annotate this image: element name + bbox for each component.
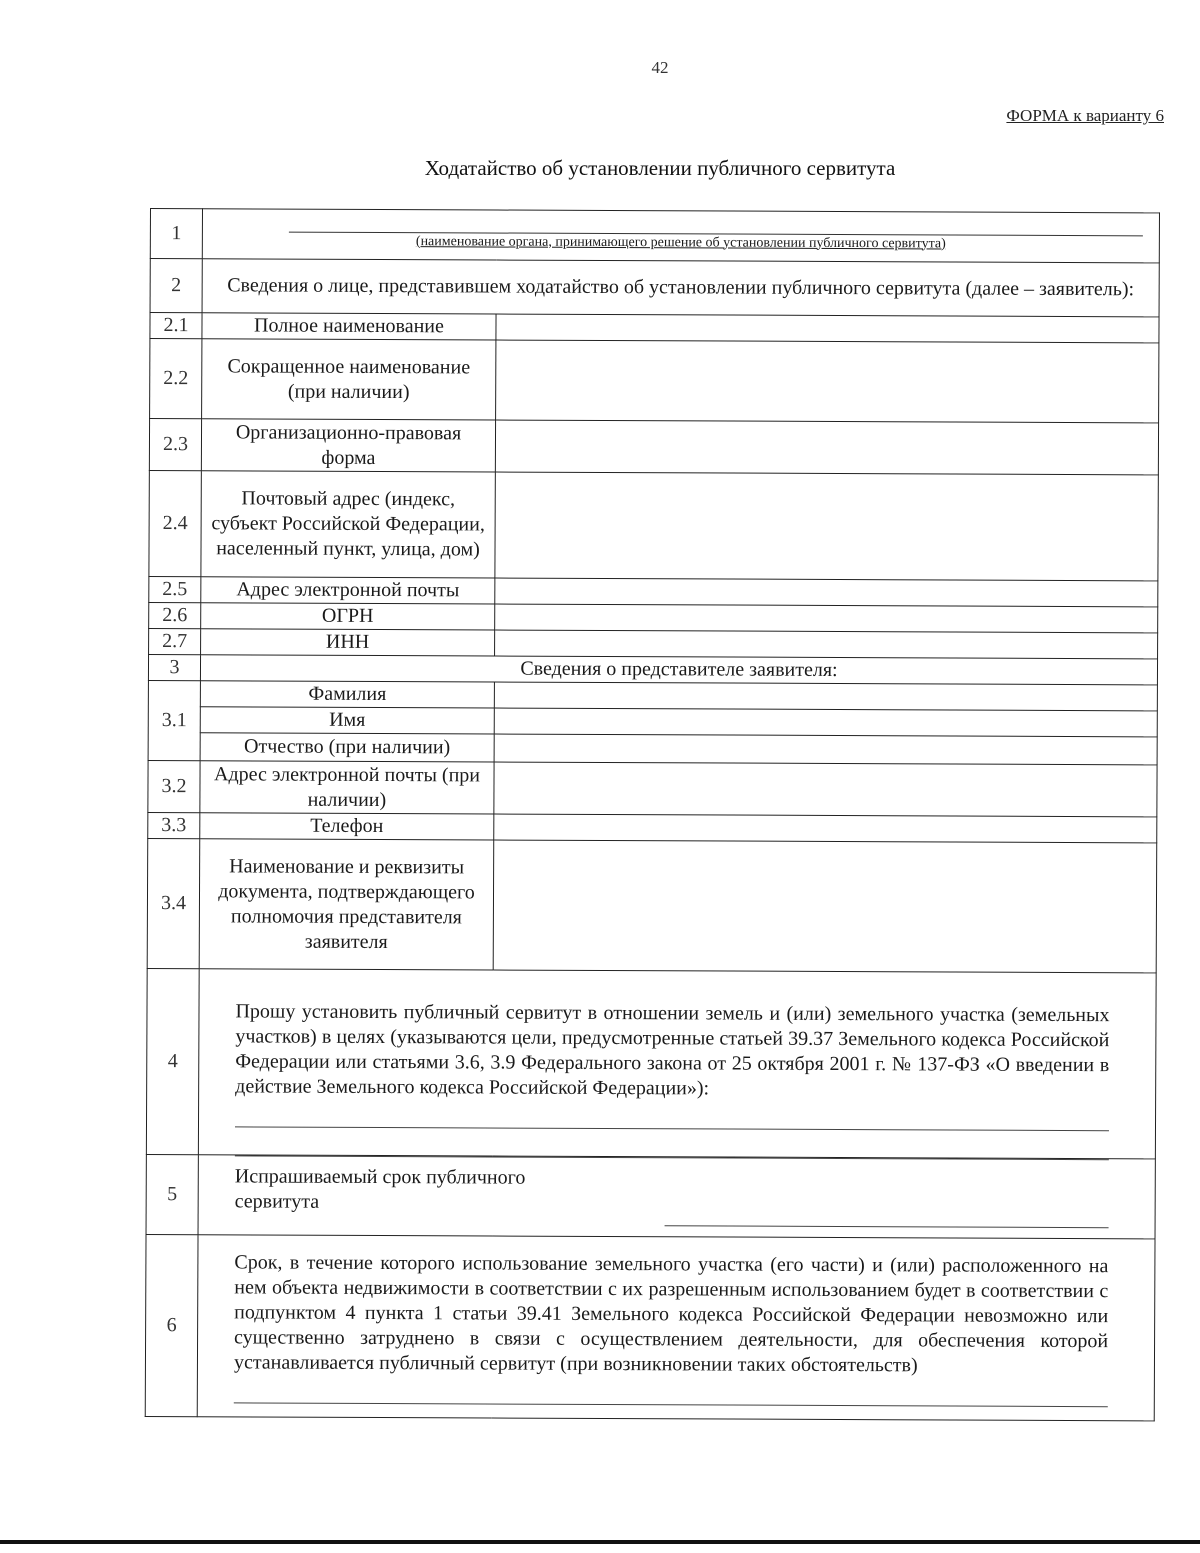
row-1 <box>150 209 1159 263</box>
page-number: 42 <box>651 58 669 77</box>
full-name-value[interactable] <box>496 314 1159 343</box>
field-label: Адрес электронной почты (при наличии) <box>200 761 494 814</box>
row-number: 2.1 <box>150 313 202 339</box>
row-2-2 <box>150 339 1159 423</box>
short-name-value[interactable] <box>496 340 1159 423</box>
row-2-1 <box>150 313 1159 343</box>
row-number: 2.4 <box>149 470 201 576</box>
field-label: Отчество (при наличии) <box>200 733 494 762</box>
phone-value[interactable] <box>494 814 1157 843</box>
field-label: Телефон <box>200 813 494 840</box>
row-3-2 <box>148 760 1157 816</box>
row-number: 6 <box>145 1234 198 1416</box>
representative-email-value[interactable] <box>494 762 1157 817</box>
row-number: 2.6 <box>149 602 201 628</box>
field-label: Фамилия <box>200 681 494 708</box>
document-title: Ходатайство об установлении публичного сервитута <box>424 156 896 180</box>
field-label: Наименование и реквизиты документа, подтверждающего полномочия представителя заявителя <box>199 839 494 970</box>
term-fill-line <box>665 1224 1109 1228</box>
row-number: 2.5 <box>149 576 201 602</box>
surname-value[interactable] <box>494 682 1157 711</box>
field-label: Почтовый адрес (индекс, субъект Российской Федерации, населенный пункт, улица, дом) <box>201 471 495 578</box>
row-number: 3.4 <box>147 838 200 968</box>
field-label: Адрес электронной почты <box>201 577 495 604</box>
row-number: 3.1 <box>148 680 200 760</box>
row-2-4 <box>149 470 1158 580</box>
authority-name-field[interactable] <box>202 209 1159 263</box>
scan-bottom-edge <box>0 1540 1200 1544</box>
row-number: 2.2 <box>150 339 202 419</box>
row-number: 3 <box>148 654 200 680</box>
row-3-1-patronymic <box>148 732 1157 764</box>
field-label: Сокращенное наименование (при наличии) <box>202 339 496 420</box>
row-3-4 <box>147 838 1157 972</box>
inn-value[interactable] <box>495 630 1158 659</box>
servitude-purpose-text: Прошу установить публичный сервитут в отношении земель и (или) земельного участка (земельных участков) в целях (указываются цели, предусмотренные статьей 39.37 Земельного кодекса Российской Федерации или статьями 3.6, 3.9 Федерального закона от 25 октября 2001 г. № 137-ФЗ «О введении в действие Земельного кодекса Российской Федерации»): <box>235 999 1110 1099</box>
first-name-value[interactable] <box>494 708 1157 737</box>
applicant-section-heading: Сведения о лице, представившем ходатайство об установлении публичного сервитута (далее – заявитель): <box>202 259 1159 317</box>
field-label: Имя <box>200 707 494 734</box>
field-label: ОГРН <box>201 603 495 630</box>
requested-term-label: Испрашиваемый срок публичного сервитута <box>234 1165 526 1213</box>
requested-term-field[interactable] <box>198 1155 1155 1239</box>
row-2-5 <box>149 576 1158 606</box>
restriction-fill-line <box>234 1401 1108 1407</box>
email-value[interactable] <box>495 578 1158 607</box>
authority-caption: (наименование органа, принимающего решение об установлении публичного сервитута) <box>415 233 946 251</box>
row-2-3 <box>149 419 1158 475</box>
legal-form-value[interactable] <box>495 420 1158 475</box>
row-6 <box>145 1234 1155 1420</box>
restriction-period-field[interactable] <box>197 1235 1155 1421</box>
petition-form-table <box>145 208 1160 1421</box>
authority-document-value[interactable] <box>493 840 1157 973</box>
servitude-purpose-field[interactable] <box>198 969 1156 1159</box>
field-label: Организационно-правовая форма <box>201 419 495 472</box>
row-number: 1 <box>150 209 202 259</box>
representative-section-heading: Сведения о представителе заявителя: <box>200 655 1157 685</box>
row-4 <box>146 968 1156 1158</box>
ogrn-value[interactable] <box>495 604 1158 633</box>
row-number: 3.2 <box>148 760 200 812</box>
purpose-fill-line <box>235 1125 1109 1131</box>
row-number: 2 <box>150 259 202 313</box>
field-label: ИНН <box>201 629 495 656</box>
row-number: 2.3 <box>149 419 201 471</box>
field-label: Полное наименование <box>202 313 496 340</box>
restriction-period-text: Срок, в течение которого использование земельного участка (его части) и (или) расположенного на нем объекта недвижимости в соответствии с их разрешенным использованием будет в соответствии с подпунктом 4 пункта 1 статьи 39.41 Земельного кодекса Российской Федерации невозможно или существенно затруднено в связи с осуществлением деятельности, для обеспечения которой устанавливается публичный сервитут (при возникновении таких обстоятельств) <box>233 1251 1109 1377</box>
form-variant-label: ФОРМА к варианту 6 <box>1006 106 1164 125</box>
row-number: 2.7 <box>149 628 201 654</box>
row-number: 4 <box>146 968 199 1154</box>
row-number: 3.3 <box>148 812 200 838</box>
postal-address-value[interactable] <box>495 472 1158 581</box>
row-5 <box>146 1154 1155 1238</box>
row-number: 5 <box>146 1154 198 1234</box>
row-2 <box>150 259 1159 317</box>
patronymic-value[interactable] <box>494 734 1157 765</box>
